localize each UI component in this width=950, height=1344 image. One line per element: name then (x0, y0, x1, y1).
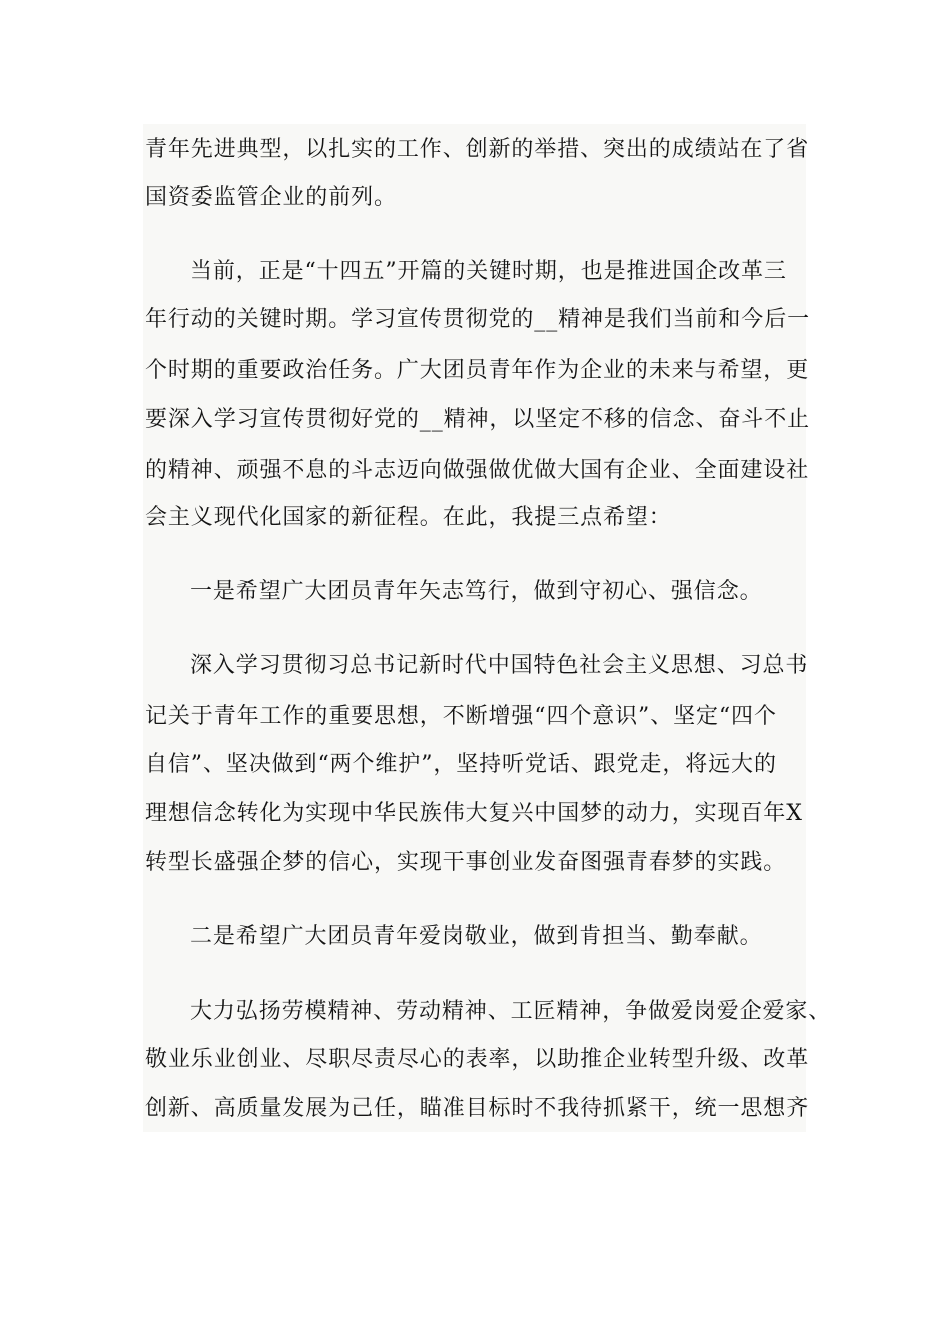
paragraph-line: 会主义现代化国家的新征程。在此，我提三点希望： (145, 505, 672, 530)
section-heading: 二是希望广大团员青年爱岗敬业，做到肯担当、勤奉献。 (190, 924, 763, 949)
paragraph-line: 转型长盛强企梦的信心，实现干事创业发奋图强青春梦的实践。 (145, 850, 787, 875)
paragraph-line: 国资委监管企业的前列。 (145, 185, 397, 210)
paragraph-line: 要深入学习宣传贯彻好党的__精神，以坚定不移的信念、奋斗不止 (145, 407, 811, 432)
paragraph-line: 当前，正是“十四五”开篇的关键时期，也是推进国企改革三 (190, 259, 787, 284)
paragraph-line: 的精神、顽强不息的斗志迈向做强做优做大国有企业、全面建设社 (145, 458, 810, 483)
section-heading: 一是希望广大团员青年矢志笃行，做到守初心、强信念。 (190, 579, 763, 604)
paragraph-line: 大力弘扬劳模精神、劳动精神、工匠精神，争做爱岗爱企爱家、 (190, 999, 832, 1024)
paragraph-line: 青年先进典型，以扎实的工作、创新的举措、突出的成绩站在了省 (145, 137, 810, 162)
paragraph-line: 自信”、坚决做到“两个维护”，坚持听党话、跟党走，将远大的 (145, 752, 777, 777)
paragraph-line: 记关于青年工作的重要思想，不断增强“四个意识”、坚定“四个 (145, 704, 777, 729)
paragraph-line: 年行动的关键时期。学习宣传贯彻党的__精神是我们当前和今后一 (145, 307, 811, 332)
paragraph-line: 深入学习贯彻习总书记新时代中国特色社会主义思想、习总书 (190, 653, 809, 678)
paragraph-line: 理想信念转化为实现中华民族伟大复兴中国梦的动力，实现百年X (145, 801, 803, 826)
paragraph-line: 敬业乐业创业、尽职尽责尽心的表率，以助推企业转型升级、改革 (145, 1047, 810, 1072)
paragraph-line: 个时期的重要政治任务。广大团员青年作为企业的未来与希望，更 (145, 358, 810, 383)
paragraph-line: 创新、高质量发展为己任，瞄准目标时不我待抓紧干，统一思想齐 (145, 1096, 810, 1121)
